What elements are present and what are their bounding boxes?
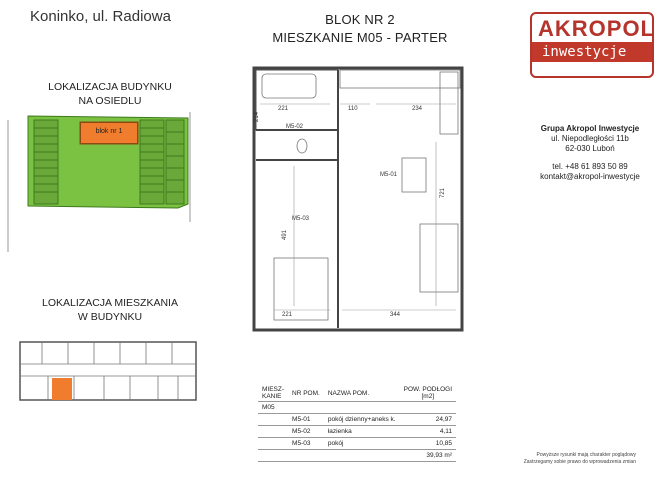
table-row xyxy=(258,402,456,414)
dim-living-height: 721 xyxy=(440,187,447,199)
dim-bath-height: 214 xyxy=(254,111,261,123)
room-label-m502: M5-02 xyxy=(286,124,304,130)
dim-top-mid: 110 xyxy=(348,106,358,112)
block-title: BLOK NR 2 xyxy=(325,12,395,27)
building-plan xyxy=(18,338,198,404)
table-header-row xyxy=(258,385,456,402)
row3-area: 10,85 xyxy=(400,438,456,450)
note-line2: Zastrzegamy sobie prawo do wprowadzenia zmian xyxy=(523,458,636,465)
dim-bottom-left: 221 xyxy=(282,312,293,318)
location-title: Koninko, ul. Radiowa xyxy=(30,8,171,25)
th-area: POW. PODŁOGI [m2] xyxy=(400,385,456,402)
floor-plan xyxy=(230,62,470,352)
dim-bedroom-height: 491 xyxy=(282,229,289,241)
site-plan-overlay xyxy=(0,112,200,252)
dim-top-left: 221 xyxy=(278,106,289,112)
company-name: Grupa Akropol Inwestycje xyxy=(540,124,640,133)
th-apartment: MIESZ- KANIE xyxy=(258,385,288,402)
table-total-row xyxy=(258,450,456,462)
company-email: kontakt@akropol-inwestycje xyxy=(540,172,640,181)
contact-block xyxy=(530,124,650,182)
room-label-m503: M5-03 xyxy=(292,216,310,222)
row2-name: łazienka xyxy=(324,426,400,438)
room-label-m501: M5-01 xyxy=(380,172,398,178)
dim-top-right: 234 xyxy=(412,106,423,112)
row3-nr: M5-03 xyxy=(288,438,324,450)
company-city: 62-030 Luboń xyxy=(565,144,615,153)
total-area: 39,93 m² xyxy=(400,450,456,462)
logo-bottom-text: inwestycje xyxy=(532,42,652,62)
table-row xyxy=(258,438,456,450)
table-row xyxy=(258,414,456,426)
th-nr: NR POM. xyxy=(288,385,324,402)
akropol-logo xyxy=(530,12,654,78)
th-name: NAZWA POM. xyxy=(324,385,400,402)
apartment-title: MIESZKANIE M05 - PARTER xyxy=(272,30,448,45)
row2-area: 4,11 xyxy=(400,426,456,438)
building-title-line2: W BUDYNKU xyxy=(77,311,143,323)
apartment-code: M05 xyxy=(258,402,288,414)
block1-label: blok nr 1 xyxy=(95,128,123,135)
logo-top-text: AKROPOL xyxy=(538,16,655,41)
company-street: ul. Niepodległości 11b xyxy=(551,134,629,143)
building-section-title xyxy=(20,296,200,324)
row1-area: 24,97 xyxy=(400,414,456,426)
table-row xyxy=(258,426,456,438)
note-line1: Powyższe rysunki mają charakter poglądowy xyxy=(536,452,636,458)
site-section-title xyxy=(20,80,200,108)
row3-name: pokój xyxy=(324,438,400,450)
building-title-line1: LOKALIZACJA MIESZKANIA xyxy=(42,297,178,309)
row1-nr: M5-01 xyxy=(288,414,324,426)
dim-bottom-right: 344 xyxy=(390,312,401,318)
row2-nr: M5-02 xyxy=(288,426,324,438)
site-title-line1: LOKALIZACJA BUDYNKU xyxy=(48,81,172,93)
site-title-line2: NA OSIEDLU xyxy=(78,95,142,107)
rooms-table xyxy=(258,385,456,462)
row1-name: pokój dzienny+aneks k. xyxy=(324,414,400,426)
notes xyxy=(500,452,636,465)
rooms-table-wrap xyxy=(258,385,456,462)
company-phone: tel. +48 61 893 50 89 xyxy=(552,162,628,171)
